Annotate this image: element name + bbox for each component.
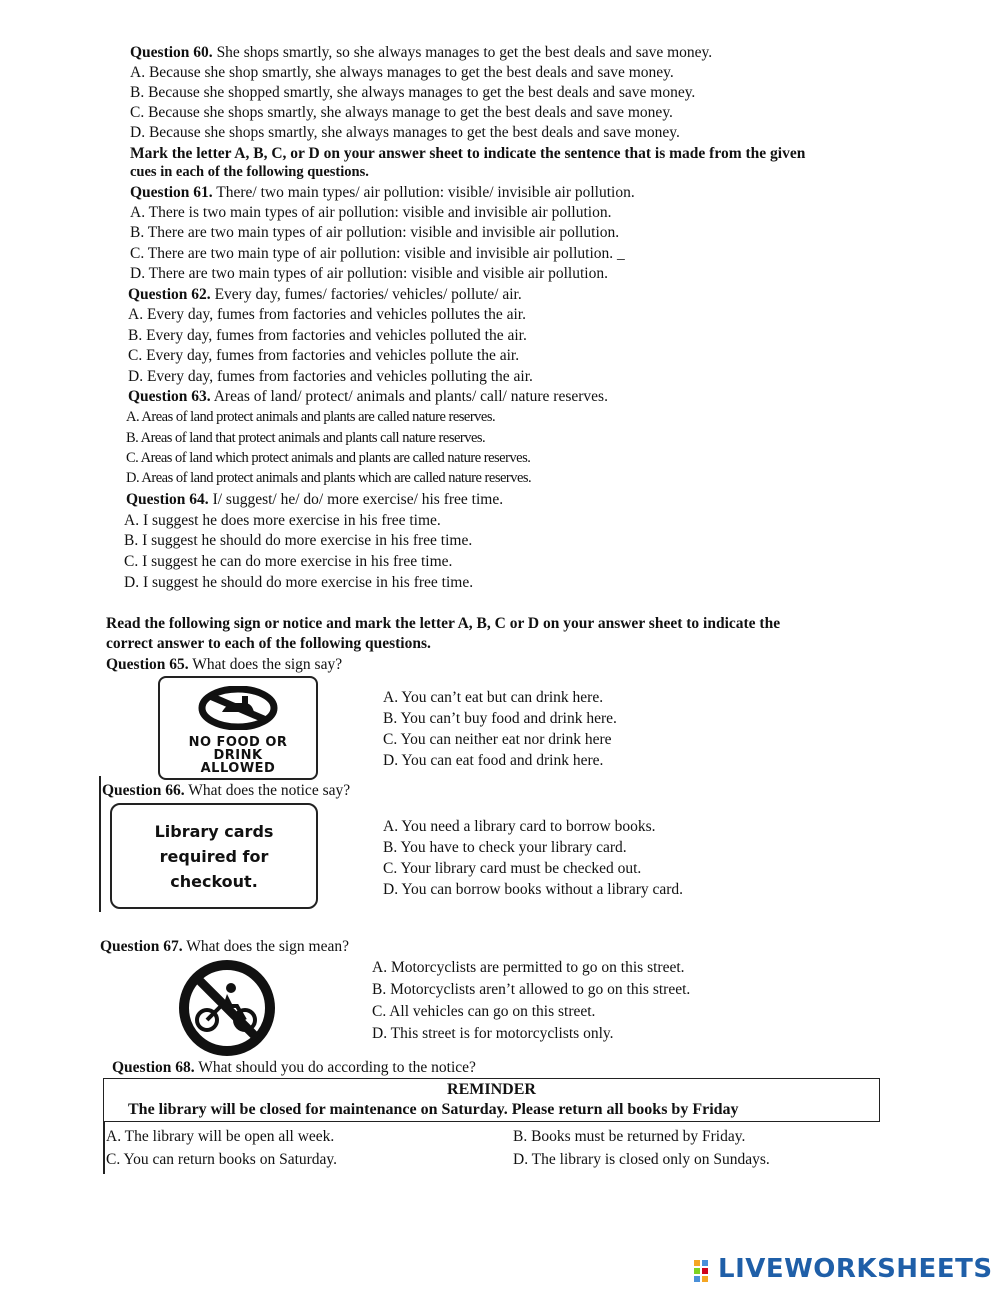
q63-stem — [128, 387, 608, 406]
q64-option-b[interactable]: B. I suggest he should do more exercise in his free time. — [124, 532, 473, 549]
q62-option-d[interactable]: D. Every day, fumes from factories and vehicles polluting the air. — [128, 368, 533, 385]
q63-option-a[interactable]: A. Areas of land protect animals and plants are called nature reserves. — [126, 409, 496, 425]
q66-text: What does the notice say? — [184, 782, 351, 799]
q63-option-c[interactable]: C. Areas of land which protect animals and plants are called nature reserves. — [126, 450, 531, 466]
q66-stem — [102, 781, 350, 800]
q62-option-b[interactable]: B. Every day, fumes from factories and vehicles polluted the air. — [128, 327, 527, 344]
q62-text: Every day, fumes/ factories/ vehicles/ pollute/ air. — [210, 286, 522, 303]
q66-left-bar — [99, 776, 101, 912]
q66-option-a[interactable]: A. You need a library card to borrow books. — [383, 818, 656, 835]
instruction-2-line2: correct answer to each of the following questions. — [106, 635, 431, 652]
no-food-sign-text — [160, 736, 316, 775]
q67-option-b[interactable]: B. Motorcyclists aren’t allowed to go on this street. — [372, 981, 691, 998]
no-food-line-3: ALLOWED — [200, 761, 276, 776]
q68-option-a[interactable]: A. The library will be open all week. — [106, 1128, 335, 1145]
no-food-line-1: NO FOOD OR — [188, 735, 288, 750]
instruction-1-line1: Mark the letter A, B, C, or D on your answer sheet to indicate the sentence that is made from the given — [130, 145, 806, 162]
q64-text: I/ suggest/ he/ do/ more exercise/ his free time. — [208, 491, 504, 508]
q61-option-d[interactable]: D. There are two main types of air pollution: visible and visible air pollution. — [130, 265, 608, 282]
q60-text: She shops smartly, so she always manages to get the best deals and save money. — [212, 44, 713, 61]
no-motorcycle-sign — [177, 958, 277, 1058]
q64-label: Question 64. — [126, 491, 209, 508]
q68-option-b[interactable]: B. Books must be returned by Friday. — [513, 1128, 746, 1145]
q64-option-d[interactable]: D. I suggest he should do more exercise in his free time. — [124, 574, 474, 591]
q67-text: What does the sign mean? — [182, 938, 349, 955]
q66-label: Question 66. — [102, 782, 185, 799]
q65-text: What does the sign say? — [188, 656, 343, 673]
liveworksheets-brand: LIVEWORKSHEETS — [718, 1254, 993, 1284]
q68-option-d[interactable]: D. The library is closed only on Sundays. — [513, 1151, 770, 1168]
q68-label: Question 68. — [112, 1059, 195, 1076]
q63-label: Question 63. — [128, 388, 211, 405]
q61-option-a[interactable]: A. There is two main types of air pollution: visible and invisible air pollution. — [130, 204, 612, 221]
q65-option-a[interactable]: A. You can’t eat but can drink here. — [383, 689, 604, 706]
q66-option-b[interactable]: B. You have to check your library card. — [383, 839, 627, 856]
q67-option-c[interactable]: C. All vehicles can go on this street. — [372, 1003, 596, 1020]
q65-stem — [106, 655, 342, 674]
q60-stem — [130, 43, 712, 62]
liveworksheets-logo — [694, 1254, 993, 1288]
instruction-2-line1: Read the following sign or notice and mark the letter A, B, C or D on your answer sheet to indicate the — [106, 615, 781, 632]
q61-text: There/ two main types/ air pollution: visible/ invisible air pollution. — [212, 184, 635, 201]
q63-option-b[interactable]: B. Areas of land that protect animals and plants call nature reserves. — [126, 430, 486, 446]
q62-option-a[interactable]: A. Every day, fumes from factories and vehicles pollutes the air. — [128, 306, 526, 323]
q60-option-c[interactable]: C. Because she shops smartly, she always manage to get the best deals and save money. — [130, 104, 673, 121]
q62-stem — [128, 285, 522, 304]
liveworksheets-logo-icon — [694, 1260, 716, 1282]
q64-option-c[interactable]: C. I suggest he can do more exercise in his free time. — [124, 553, 453, 570]
q65-option-d[interactable]: D. You can eat food and drink here. — [383, 752, 604, 769]
q66-option-d[interactable]: D. You can borrow books without a library card. — [383, 881, 684, 898]
q60-option-b[interactable]: B. Because she shopped smartly, she always manages to get the best deals and save money. — [130, 84, 696, 101]
instruction-1-line2: cues in each of the following questions. — [130, 164, 369, 180]
q61-stem — [130, 183, 635, 202]
q61-option-b[interactable]: B. There are two main types of air pollution: visible and invisible air pollution. — [130, 224, 620, 241]
q61-label: Question 61. — [130, 184, 213, 201]
q63-option-d[interactable]: D. Areas of land protect animals and plants which are called nature reserves. — [126, 470, 532, 486]
q62-option-c[interactable]: C. Every day, fumes from factories and vehicles pollute the air. — [128, 347, 520, 364]
q60-option-d[interactable]: D. Because she shops smartly, she always manages to get the best deals and save money. — [130, 124, 680, 141]
q68-option-c[interactable]: C. You can return books on Saturday. — [106, 1151, 338, 1168]
reminder-message: The library will be closed for maintenance on Saturday. Please return all books by Friday — [128, 1101, 739, 1118]
q62-label: Question 62. — [128, 286, 211, 303]
q67-stem — [100, 937, 349, 956]
q68-text: What should you do according to the notice? — [194, 1059, 476, 1076]
q60-label: Question 60. — [130, 44, 213, 61]
q64-option-a[interactable]: A. I suggest he does more exercise in his free time. — [124, 512, 441, 529]
reminder-notice — [103, 1078, 880, 1122]
library-notice-text — [112, 819, 316, 894]
q66-option-c[interactable]: C. Your library card must be checked out. — [383, 860, 642, 877]
q64-stem — [126, 490, 503, 509]
no-food-line-2: DRINK — [213, 748, 263, 763]
q65-option-b[interactable]: B. You can’t buy food and drink here. — [383, 710, 617, 727]
reminder-title: REMINDER — [447, 1081, 536, 1098]
q68-stem — [112, 1058, 476, 1077]
library-notice-line-3: checkout. — [170, 872, 258, 891]
q68-left-bar — [103, 1122, 105, 1174]
no-food-sign — [158, 676, 318, 780]
q65-label: Question 65. — [106, 656, 189, 673]
library-notice — [110, 803, 318, 909]
q67-option-a[interactable]: A. Motorcyclists are permitted to go on this street. — [372, 959, 685, 976]
q63-text: Areas of land/ protect/ animals and plants/ call/ nature reserves. — [210, 388, 608, 405]
no-food-icon — [198, 686, 278, 730]
q67-label: Question 67. — [100, 938, 183, 955]
q60-option-a[interactable]: A. Because she shop smartly, she always manages to get the best deals and save money. — [130, 64, 674, 81]
q61-option-c[interactable]: C. There are two main type of air pollution: visible and invisible air pollution. _ — [130, 245, 625, 262]
library-notice-line-2: required for — [159, 847, 269, 866]
q67-option-d[interactable]: D. This street is for motorcyclists only. — [372, 1025, 614, 1042]
library-notice-line-1: Library cards — [154, 822, 274, 841]
q65-option-c[interactable]: C. You can neither eat nor drink here — [383, 731, 612, 748]
